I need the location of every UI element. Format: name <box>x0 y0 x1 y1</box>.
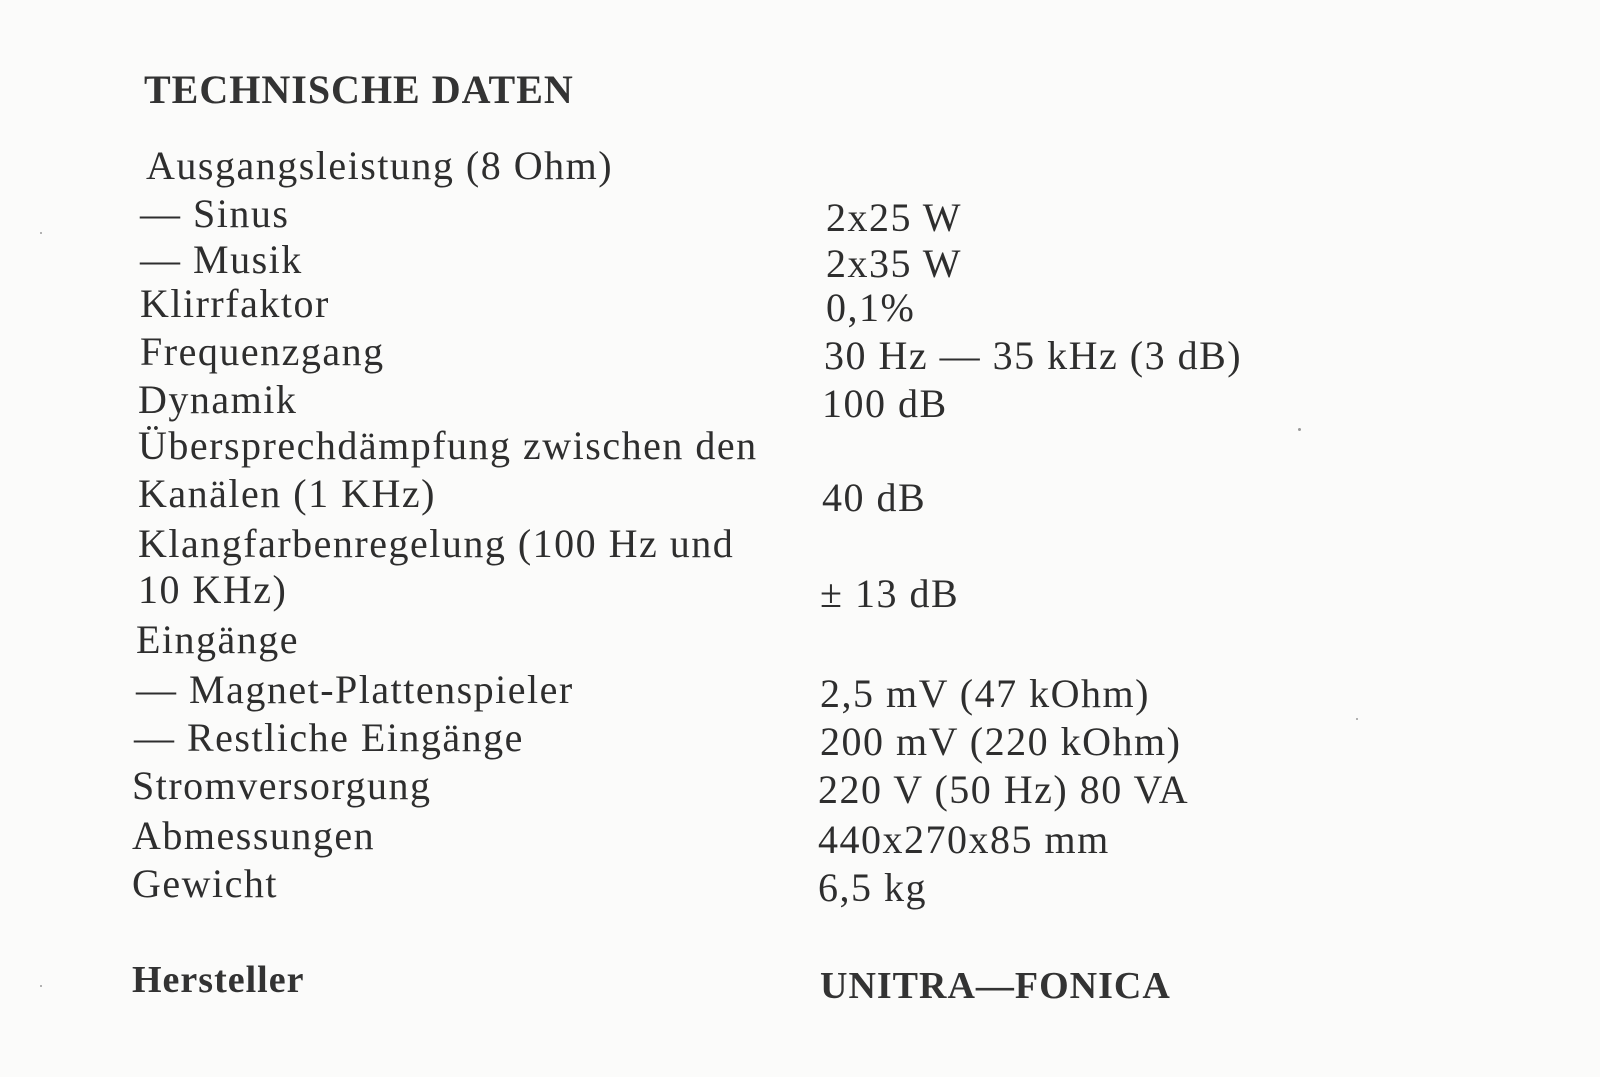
spec-value: 220 V (50 Hz) 80 VA <box>818 767 1190 812</box>
manufacturer-label: Hersteller <box>132 959 305 1001</box>
spec-label: 10 KHz) <box>138 567 288 612</box>
spec-label: Frequenzgang <box>140 329 385 374</box>
spec-value: 2x35 W <box>826 241 963 286</box>
spec-label: — Musik <box>140 237 303 282</box>
spec-label: Klangfarbenregelung (100 Hz und <box>138 521 735 566</box>
paper-speck <box>1356 718 1358 720</box>
spec-label: Abmessungen <box>132 813 376 858</box>
spec-label: — Magnet-Plattenspieler <box>136 667 574 712</box>
spec-label: Gewicht <box>132 861 279 906</box>
spec-label: Eingänge <box>136 617 300 662</box>
spec-value: 440x270x85 mm <box>818 817 1110 862</box>
spec-value: 100 dB <box>822 381 948 426</box>
spec-label: Kanälen (1 KHz) <box>138 471 436 516</box>
page-title: TECHNISCHE DATEN <box>144 67 574 112</box>
spec-value: 2x25 W <box>826 195 963 240</box>
paper-speck <box>40 985 42 987</box>
spec-label: Klirrfaktor <box>140 281 330 326</box>
spec-label: — Restliche Eingänge <box>134 715 524 760</box>
spec-label: — Sinus <box>140 191 290 236</box>
spec-label: Übersprechdämpfung zwischen den <box>138 423 758 468</box>
spec-value: 200 mV (220 kOhm) <box>820 719 1182 764</box>
manufacturer-value: UNITRA—FONICA <box>820 965 1171 1007</box>
spec-value: 0,1% <box>826 285 916 330</box>
spec-value: 2,5 mV (47 kOhm) <box>820 671 1150 716</box>
spec-value: 30 Hz — 35 kHz (3 dB) <box>824 333 1243 378</box>
spec-label: Ausgangsleistung (8 Ohm) <box>146 143 614 188</box>
paper-speck <box>40 232 42 234</box>
spec-value: 40 dB <box>822 475 927 520</box>
spec-value: ± 13 dB <box>820 571 960 616</box>
spec-value: 6,5 kg <box>818 865 927 910</box>
spec-label: Stromversorgung <box>132 763 432 808</box>
spec-label: Dynamik <box>138 377 298 422</box>
paper-speck <box>1298 428 1301 431</box>
